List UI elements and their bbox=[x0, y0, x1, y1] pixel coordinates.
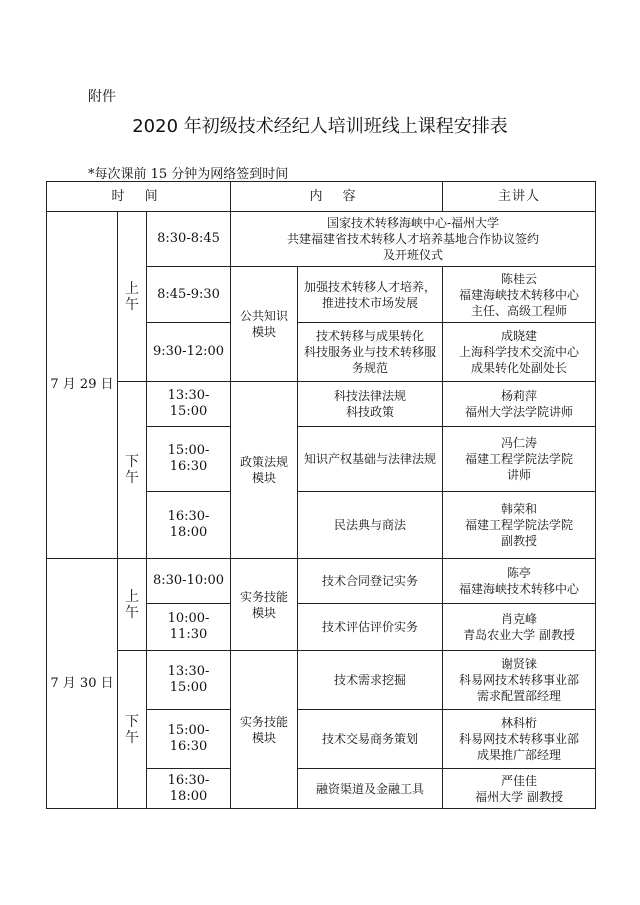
time-cell: 13:30-15:00 bbox=[147, 651, 231, 710]
date-cell: 7 月 30 日 bbox=[47, 559, 118, 809]
lecturer-cell: 林科桁 科易网技术转移事业部 成果推广部经理 bbox=[443, 710, 596, 769]
header-row bbox=[47, 182, 596, 212]
topic-cell: 加强技术转移人才培养， 推进技术市场发展 bbox=[298, 267, 443, 323]
header-content: 内 容 bbox=[231, 182, 443, 212]
table-row bbox=[47, 559, 596, 604]
time-cell: 16:30-18:00 bbox=[147, 769, 231, 809]
topic-cell: 技术交易商务策划 bbox=[298, 710, 443, 769]
topic-cell: 技术需求挖掘 bbox=[298, 651, 443, 710]
lecturer-cell: 肖克峰 青岛农业大学 副教授 bbox=[443, 604, 596, 651]
table-row bbox=[47, 382, 596, 427]
topic-cell: 知识产权基础与法律法规 bbox=[298, 427, 443, 492]
topic-cell: 融资渠道及金融工具 bbox=[298, 769, 443, 809]
morning-cell: 上 午 bbox=[118, 212, 147, 382]
module-cell: 实务技能 模块 bbox=[231, 651, 298, 809]
checkin-note: *每次课前 15 分钟为网络签到时间 bbox=[88, 167, 289, 182]
lecturer-cell: 陈亭 福建海峡技术转移中心 bbox=[443, 559, 596, 604]
afternoon-cell: 下 午 bbox=[118, 382, 147, 559]
lecturer-cell: 冯仁涛 福建工程学院法学院 讲师 bbox=[443, 427, 596, 492]
lecturer-cell: 成晓建 上海科学技术交流中心 成果转化处副处长 bbox=[443, 323, 596, 382]
time-cell: 10:00-11:30 bbox=[147, 604, 231, 651]
time-cell: 16:30-18:00 bbox=[147, 492, 231, 559]
topic-cell: 技术合同登记实务 bbox=[298, 559, 443, 604]
header-lecturer: 主讲人 bbox=[443, 182, 596, 212]
time-cell: 13:30-15:00 bbox=[147, 382, 231, 427]
time-cell: 15:00-16:30 bbox=[147, 710, 231, 769]
topic-cell: 技术转移与成果转化 科技服务业与技术转移服 务规范 bbox=[298, 323, 443, 382]
attachment-label: 附件 bbox=[88, 89, 116, 105]
topic-cell: 民法典与商法 bbox=[298, 492, 443, 559]
table-row bbox=[47, 212, 596, 267]
lecturer-cell: 陈桂云 福建海峡技术转移中心 主任、高级工程师 bbox=[443, 267, 596, 323]
lecturer-cell: 严佳佳 福州大学 副教授 bbox=[443, 769, 596, 809]
time-cell: 15:00-16:30 bbox=[147, 427, 231, 492]
module-cell: 公共知识 模块 bbox=[231, 267, 298, 382]
schedule-table bbox=[46, 181, 596, 809]
time-cell: 8:45-9:30 bbox=[147, 267, 231, 323]
opening-ceremony-cell: 国家技术转移海峡中心-福州大学 共建福建省技术转移人才培养基地合作协议签约 及开班仪式 bbox=[231, 212, 596, 267]
lecturer-cell: 杨莉萍 福州大学法学院讲师 bbox=[443, 382, 596, 427]
header-time: 时 间 bbox=[47, 182, 231, 212]
document-title: 2020 年初级技术经纪人培训班线上课程安排表 bbox=[132, 116, 508, 137]
module-cell: 实务技能 模块 bbox=[231, 559, 298, 651]
topic-cell: 技术评估评价实务 bbox=[298, 604, 443, 651]
lecturer-cell: 谢贤铼 科易网技术转移事业部 需求配置部经理 bbox=[443, 651, 596, 710]
morning-cell: 上 午 bbox=[118, 559, 147, 651]
table-row bbox=[47, 651, 596, 710]
time-cell: 9:30-12:00 bbox=[147, 323, 231, 382]
afternoon-cell: 下 午 bbox=[118, 651, 147, 809]
time-cell: 8:30-8:45 bbox=[147, 212, 231, 267]
module-cell: 政策法规 模块 bbox=[231, 382, 298, 559]
topic-cell: 科技法律法规 科技政策 bbox=[298, 382, 443, 427]
time-cell: 8:30-10:00 bbox=[147, 559, 231, 604]
date-cell: 7 月 29 日 bbox=[47, 212, 118, 559]
lecturer-cell: 韩荣和 福建工程学院法学院 副教授 bbox=[443, 492, 596, 559]
